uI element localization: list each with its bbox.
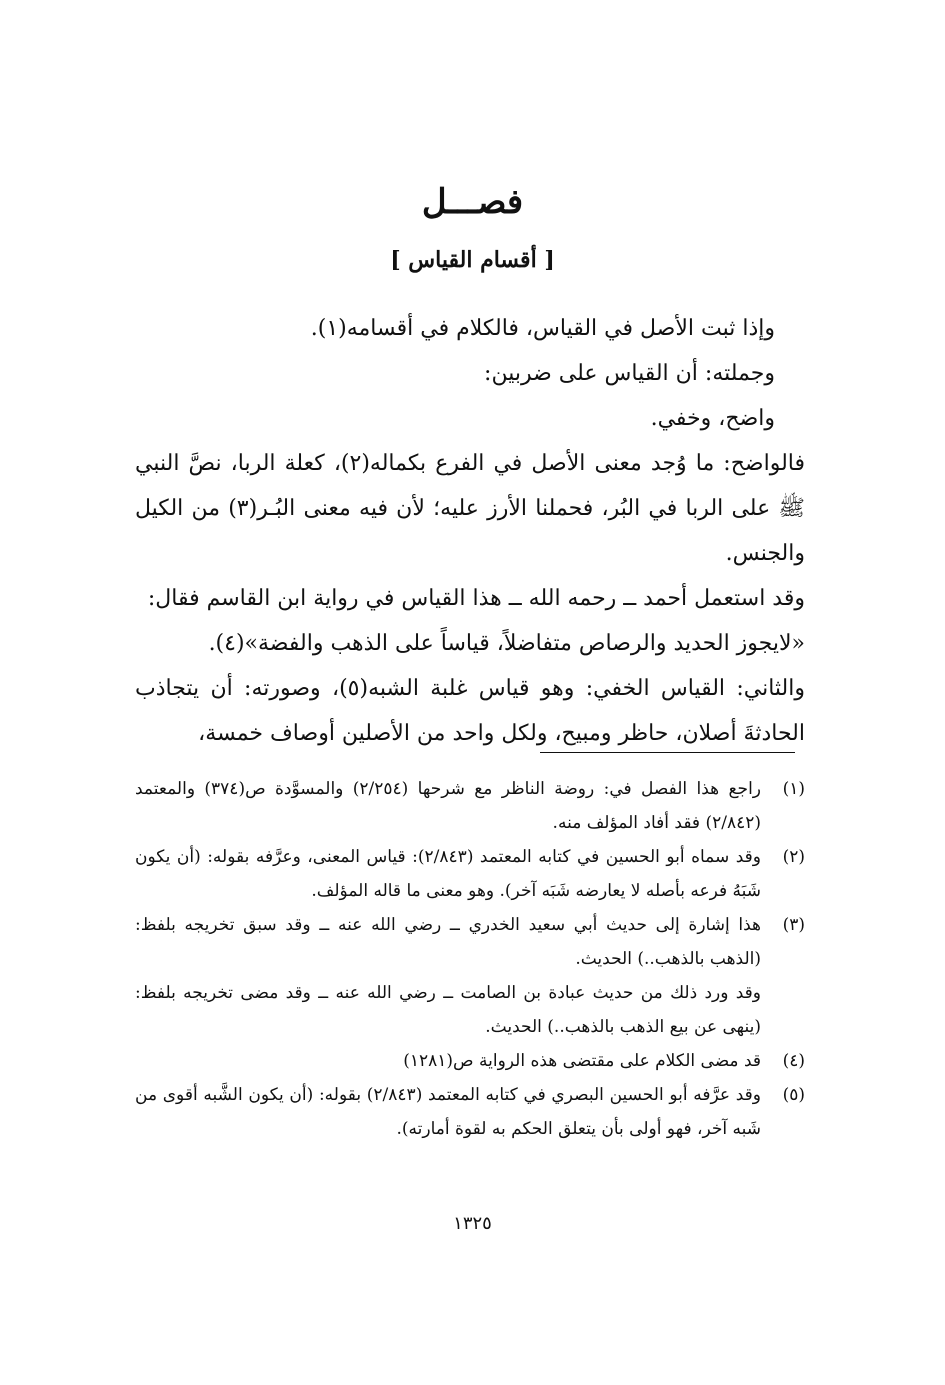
footnote-number: (٣) — [782, 915, 805, 935]
footnote — [135, 772, 805, 840]
footnote-line: وقد سماه أبو الحسين في كتابه المعتمد (٢/٨٤٣): قياس المعنى، وعرَّفه بقوله: (أن يكون شَبَهُ فرعه بأصله لا يعارضه شَبَه آخر). وهو معنى ما قاله المؤلف. — [135, 847, 761, 901]
footnotes — [135, 772, 805, 1146]
paragraph: وجملته: أن القياس على ضربين: — [484, 361, 775, 386]
paragraph: واضح، وخفي. — [650, 406, 775, 431]
footnote-text — [135, 1044, 761, 1078]
footnote-text — [135, 908, 761, 1044]
footnote — [135, 840, 805, 908]
footnote-separator — [540, 752, 795, 753]
footnote-text — [135, 772, 761, 840]
footnote-number: (٢) — [782, 847, 805, 867]
footnote-number: (٥) — [782, 1085, 805, 1105]
footnote-text — [135, 840, 761, 908]
chapter-title: فصـــل — [421, 182, 524, 222]
paragraph: والثاني: القياس الخفي: وهو قياس غلبة الشبه(٥)، وصورته: أن يتجاذب الحادثةَ أصلان، حاظر ومبيح، ولكل واحد من الأصلين أوصاف خمسة، — [135, 676, 805, 746]
footnote-number: (١) — [782, 779, 805, 799]
footnote-line: وقد ورد ذلك من حديث عبادة بن الصامت ــ رضي الله عنه ــ وقد مضى تخريجه بلفظ: (ينهى عن بيع الذهب بالذهب..) الحديث. — [135, 983, 761, 1037]
page-number: ١٣٢٥ — [453, 1213, 492, 1234]
footnote-line: قد مضى الكلام على مقتضى هذه الرواية ص(١٢٨١) — [403, 1051, 761, 1071]
footnote — [135, 1078, 805, 1146]
footnote-number: (٤) — [782, 1051, 805, 1071]
footnote-line: هذا إشارة إلى حديث أبي سعيد الخدري ــ رضي الله عنه ــ وقد سبق تخريجه بلفظ: (الذهب بالذهب..) الحديث. — [135, 915, 761, 969]
section-title: [ أقسام القياس ] — [390, 247, 555, 273]
paragraph: وإذا ثبت الأصل في القياس، فالكلام في أقسامه(١). — [310, 316, 775, 341]
footnote-line: راجع هذا الفصل في: روضة الناظر مع شرحها (٢/٢٥٤) والمسوَّدة ص(٣٧٤) والمعتمد (٢/٨٤٢) فقد أفاد المؤلف منه. — [135, 779, 762, 833]
footnote — [135, 1044, 805, 1078]
paragraph: وقد استعمل أحمد ــ رحمه الله ــ هذا القياس في رواية ابن القاسم فقال: — [147, 586, 805, 611]
footnote-line: وقد عرَّفه أبو الحسين البصري في كتابه المعتمد (٢/٨٤٣) بقوله: (أن يكون الشَّبه أقوى من شَبه آخر، فهو أولى بأن يتعلق الحكم به لقوة أمارته). — [135, 1085, 762, 1139]
quotation: «لايجوز الحديد والرصاص متفاضلاً، قياساً على الذهب والفضة»(٤). — [208, 631, 805, 656]
footnote-text — [135, 1078, 761, 1146]
footnote — [135, 908, 805, 1044]
main-text — [135, 306, 805, 756]
paragraph: فالواضح: ما وُجد معنى الأصل في الفرع بكماله(٢)، كعلة الربا، نصَّ النبي ﷺ على الربا في البُر، فحملنا الأرز عليه؛ لأن فيه معنى البُـر(٣) من الكيل والجنس. — [135, 451, 805, 566]
